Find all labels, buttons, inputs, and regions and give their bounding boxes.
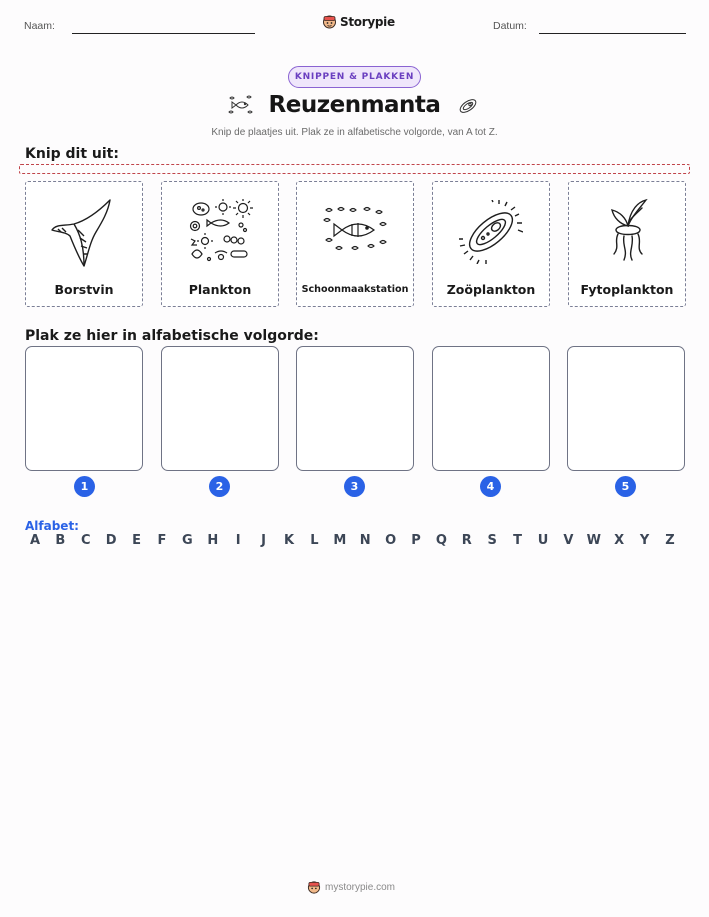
date-line	[539, 33, 686, 34]
card-label: Schoonmaakstation	[301, 284, 409, 295]
paste-section-title: Plak ze hier in alfabetische volgorde:	[25, 328, 319, 344]
slot-number-1: 1	[74, 476, 95, 497]
alphabet-letter: Z	[665, 533, 675, 548]
alphabet-letter: L	[310, 533, 319, 548]
storypie-mascot-icon	[322, 14, 337, 30]
alphabet-letter: V	[563, 533, 574, 548]
alphabet-letter: X	[614, 533, 625, 548]
cut-card-plankton[interactable]	[161, 181, 279, 307]
alphabet-letter: T	[513, 533, 523, 548]
alphabet-title: Alfabet:	[25, 519, 79, 533]
alphabet-letter: D	[105, 533, 117, 548]
alphabet-letter: K	[283, 533, 295, 548]
alphabet-row	[25, 533, 685, 551]
alphabet-letter: J	[261, 533, 267, 548]
activity-badge: KNIPPEN & PLAKKEN	[288, 66, 421, 88]
alphabet-letter: M	[333, 533, 347, 548]
card-label: Borstvin	[54, 282, 114, 297]
alphabet-letter: P	[411, 533, 421, 548]
plankton-icon	[187, 199, 253, 265]
storypie-mascot-icon	[307, 880, 321, 895]
alphabet-letter: H	[207, 533, 219, 548]
fish-school-icon	[322, 204, 388, 260]
alphabet-letter: W	[586, 533, 601, 548]
slot-number-3: 3	[344, 476, 365, 497]
cut-card-borstvin[interactable]	[25, 181, 143, 307]
alphabet-letter: F	[157, 533, 167, 548]
paste-slot-3[interactable]	[296, 346, 414, 471]
alphabet-letter: S	[487, 533, 497, 548]
brand-logo	[322, 14, 395, 30]
paste-slot-2[interactable]	[161, 346, 279, 471]
date-label: Datum:	[493, 20, 527, 32]
cut-card-zooplankton[interactable]	[432, 181, 550, 307]
cut-card-fytoplankton[interactable]	[568, 181, 686, 307]
alphabet-letter: B	[55, 533, 66, 548]
name-line	[72, 33, 255, 34]
brand-name: Storypie	[340, 15, 395, 29]
manta-fin-icon	[48, 194, 120, 270]
cut-card-schoonmaakstation[interactable]	[296, 181, 414, 307]
card-label: Plankton	[188, 282, 252, 297]
alphabet-letter: E	[132, 533, 142, 548]
alphabet-letter: Q	[435, 533, 447, 548]
alphabet-letter: G	[182, 533, 193, 548]
alphabet-letter: R	[461, 533, 472, 548]
alphabet-letter: N	[359, 533, 371, 548]
card-label: Fytoplankton	[580, 282, 674, 297]
card-label: Zoöplankton	[446, 282, 536, 297]
slot-number-5: 5	[615, 476, 636, 497]
paste-slot-5[interactable]	[567, 346, 685, 471]
alphabet-letter: Y	[639, 533, 650, 548]
alphabet-letter: I	[235, 533, 241, 548]
cut-section-title: Knip dit uit:	[25, 146, 119, 162]
phytoplankton-icon	[602, 196, 652, 268]
zooplankton-icon	[459, 200, 523, 264]
footer-url: mystorypie.com	[325, 882, 396, 893]
paste-slot-4[interactable]	[432, 346, 550, 471]
alphabet-letter: U	[537, 533, 549, 548]
alphabet-letter: O	[385, 533, 397, 548]
alphabet-letter: A	[29, 533, 41, 548]
name-label: Naam:	[24, 20, 55, 32]
slot-number-2: 2	[209, 476, 230, 497]
instructions: Knip de plaatjes uit. Plak ze in alfabetische volgorde, van A tot Z.	[211, 127, 498, 138]
cut-line	[19, 164, 690, 174]
page-title: Reuzenmanta	[268, 92, 441, 118]
footer	[307, 880, 395, 895]
alphabet-letter: C	[81, 533, 91, 548]
slot-number-4: 4	[480, 476, 501, 497]
zooplankton-icon	[455, 94, 481, 118]
paste-slot-1[interactable]	[25, 346, 143, 471]
